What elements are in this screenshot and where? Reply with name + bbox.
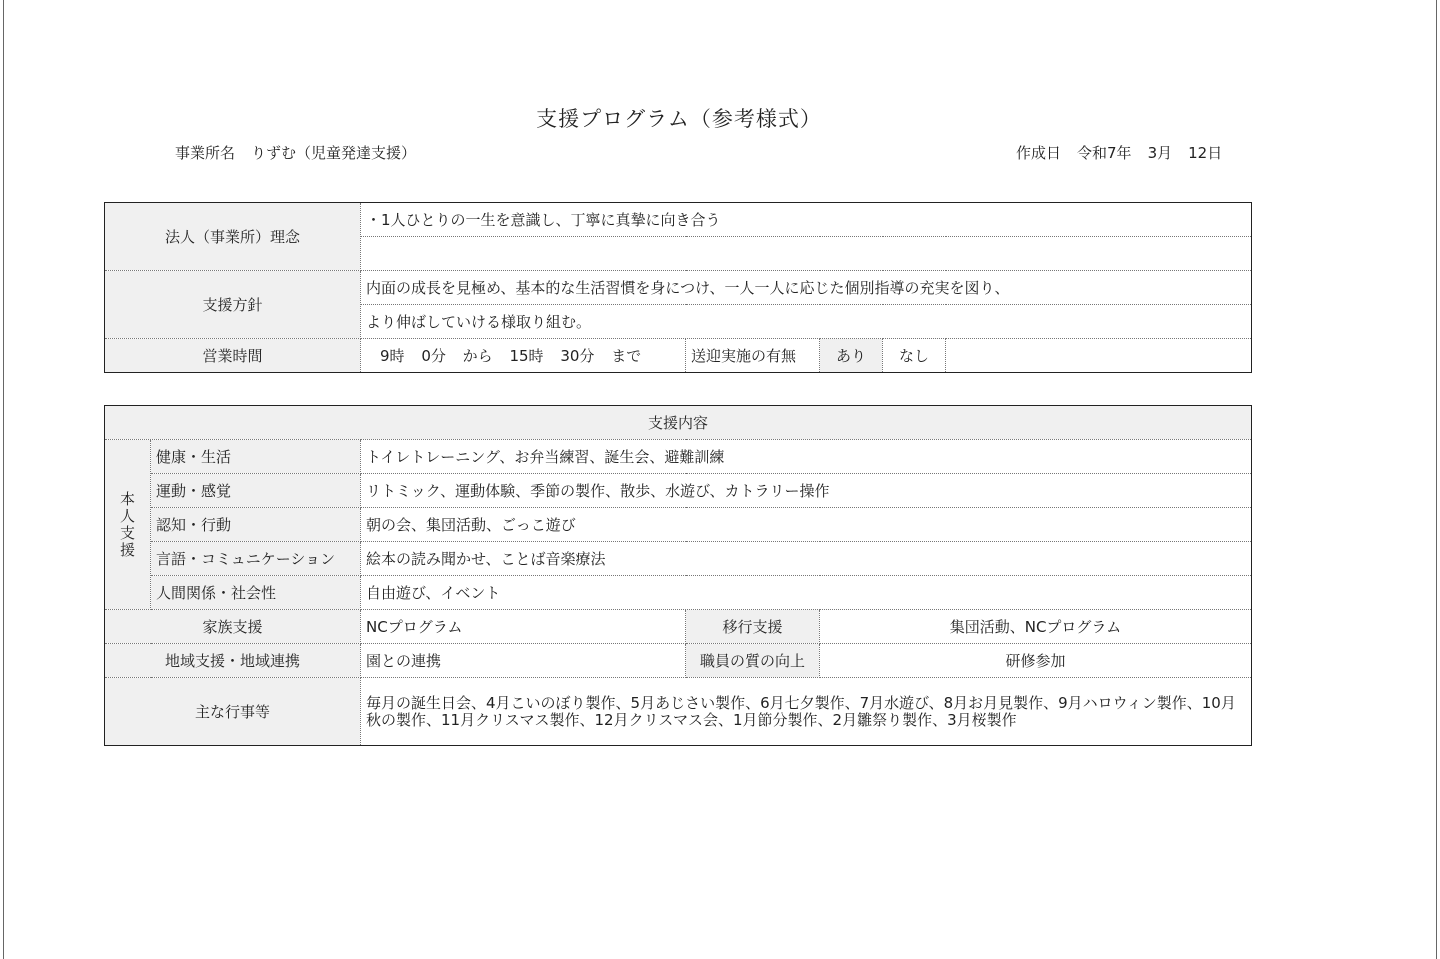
policy-text-line2: より伸ばしていける様取り組む。 (361, 305, 1252, 339)
events-content: 毎月の誕生日会、4月こいのぼり製作、5月あじさい製作、6月七夕製作、7月水遊び、8月お月見製作、9月ハロウィン製作、10月秋の製作、11月クリスマス製作、12月クリスマス会、1月節分製作、2月雛祭り製作、3月桜製作 (361, 678, 1252, 746)
support-header-row (105, 406, 1252, 440)
support-row-label: 言語・コミュニケーション (151, 542, 361, 576)
transition-support-content: 集団活動、NCプログラム (820, 610, 1252, 644)
support-row-content: 絵本の読み聞かせ、ことば音楽療法 (361, 542, 1252, 576)
support-row-content: トイレトレーニング、お弁当練習、誕生会、避難訓練 (361, 440, 1252, 474)
philosophy-text-line2 (361, 237, 1252, 271)
staff-quality-content: 研修参加 (820, 644, 1252, 678)
support-row-label: 運動・感覚 (151, 474, 361, 508)
support-row-health (105, 440, 1252, 474)
support-content-table (104, 405, 1252, 746)
support-row-content: 朝の会、集団活動、ごっこ遊び (361, 508, 1252, 542)
support-content-header: 支援内容 (105, 406, 1252, 440)
hours-label: 営業時間 (105, 339, 361, 373)
transport-no: なし (883, 339, 946, 373)
hours-end-min: 30分 (560, 347, 595, 365)
office-label: 事業所名 (175, 144, 236, 162)
support-row-content: 自由遊び、イベント (361, 576, 1252, 610)
support-row-social (105, 576, 1252, 610)
support-row-label: 健康・生活 (151, 440, 361, 474)
family-support-label: 家族支援 (105, 610, 361, 644)
hours-to: まで (611, 347, 642, 365)
support-row-content: リトミック、運動体験、季節の製作、散歩、水遊び、カトラリー操作 (361, 474, 1252, 508)
page-right-border (1436, 0, 1437, 959)
hours-from: から (462, 347, 493, 365)
support-row-label: 人間関係・社会性 (151, 576, 361, 610)
transport-yes: あり (820, 339, 883, 373)
community-support-label: 地域支援・地域連携 (105, 644, 361, 678)
philosophy-text-line1: ・1人ひとりの一生を意識し、丁寧に真摯に向き合う (361, 203, 1252, 237)
transport-blank (946, 339, 1252, 373)
transition-support-label: 移行支援 (686, 610, 820, 644)
family-support-content: NCプログラム (361, 610, 686, 644)
staff-quality-label: 職員の質の向上 (686, 644, 820, 678)
document-title: 支援プログラム（参考様式） (536, 107, 822, 131)
office-name-line (175, 142, 416, 163)
policy-text-line1: 内面の成長を見極め、基本的な生活習慣を身につけ、一人一人に応じた個別指導の充実を図り、 (361, 271, 1252, 305)
hours-value (361, 339, 686, 373)
community-support-row (105, 644, 1252, 678)
personal-support-group (105, 440, 151, 610)
policy-row-1 (105, 271, 1252, 305)
hours-start-hour: 9時 (380, 347, 405, 365)
family-support-row (105, 610, 1252, 644)
transport-label: 送迎実施の有無 (686, 339, 820, 373)
policy-label: 支援方針 (105, 271, 361, 339)
support-row-motor (105, 474, 1252, 508)
philosophy-label: 法人（事業所）理念 (105, 203, 361, 271)
personal-support-label: 本人支援 (118, 490, 136, 559)
events-row (105, 678, 1252, 746)
created-era-year: 令和7年 (1077, 144, 1132, 162)
support-row-language (105, 542, 1252, 576)
created-month: 3月 (1147, 144, 1173, 162)
community-support-content: 園との連携 (361, 644, 686, 678)
office-name: りずむ（児童発達支援） (251, 144, 417, 162)
hours-start-min: 0分 (421, 347, 446, 365)
page-left-border (3, 0, 4, 959)
philosophy-row-1 (105, 203, 1252, 237)
created-day: 12日 (1188, 144, 1223, 162)
created-date (1016, 142, 1222, 163)
hours-row (105, 339, 1252, 373)
hours-end-hour: 15時 (509, 347, 544, 365)
events-label: 主な行事等 (105, 678, 361, 746)
support-row-label: 認知・行動 (151, 508, 361, 542)
support-row-cognition (105, 508, 1252, 542)
created-label: 作成日 (1016, 144, 1062, 162)
overview-table (104, 202, 1252, 373)
